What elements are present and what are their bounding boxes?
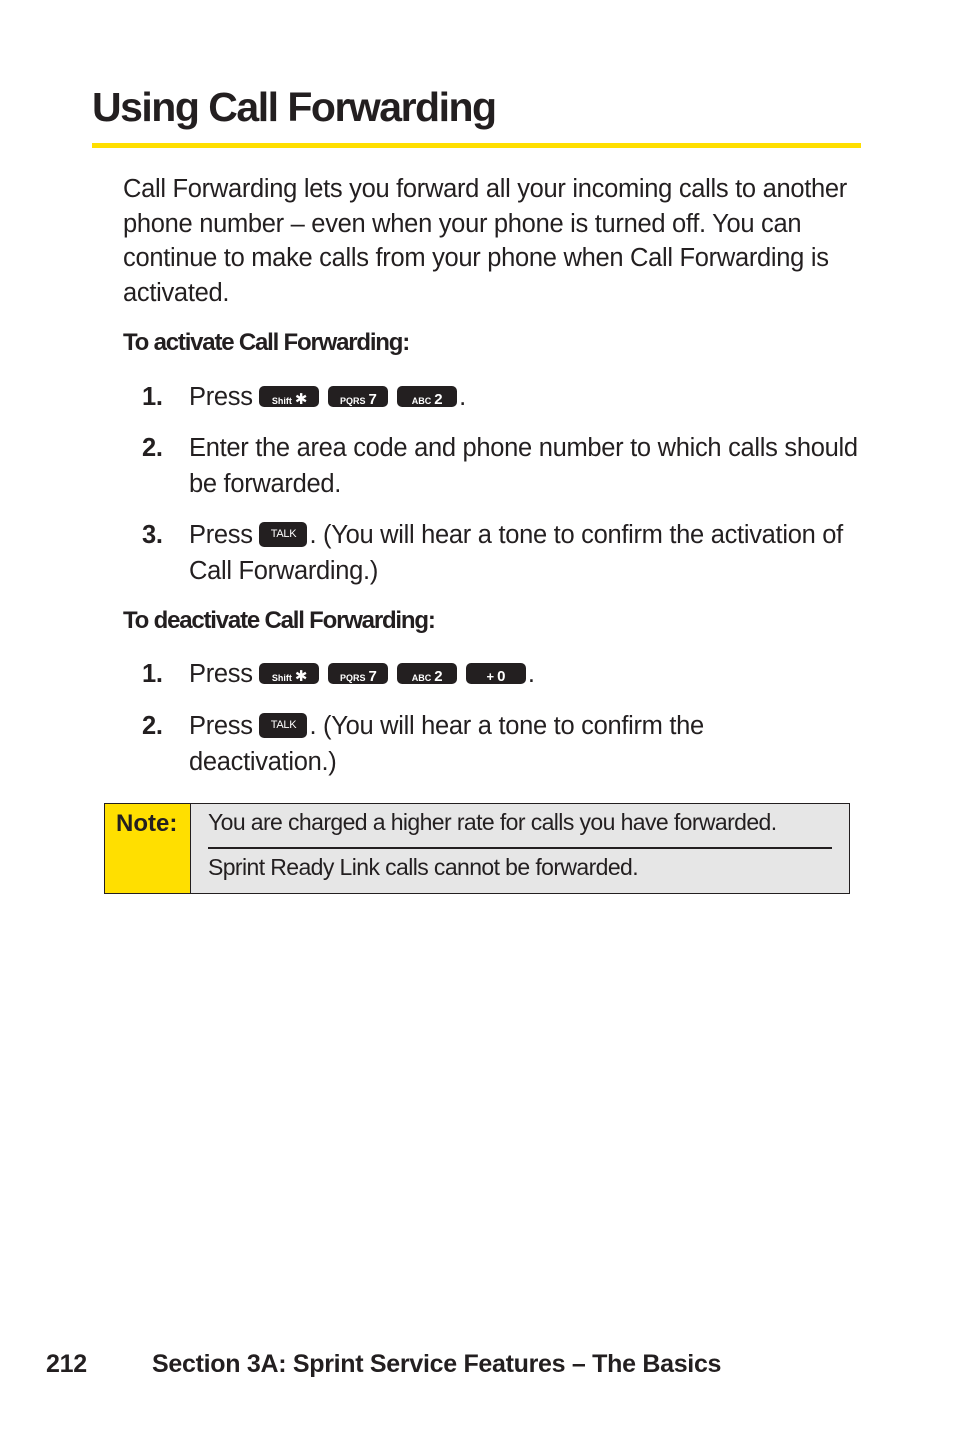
after-text: . (You will hear a tone to confirm the activation of Call Forwarding.) [189, 521, 843, 585]
page-number: 212 [46, 1350, 87, 1378]
pqrs-7-key-icon: PQRS 7 [328, 663, 388, 684]
title-underline [92, 143, 861, 148]
step-body: Enter the area code and phone number to which calls should be forwarded. [189, 434, 858, 498]
deactivate-heading: To deactivate Call Forwarding: [123, 607, 435, 634]
note-line-2: Sprint Ready Link calls cannot be forwarded. [208, 854, 639, 880]
talk-key-icon: TALK [259, 713, 307, 738]
step-body [189, 708, 749, 780]
press-text: Press [189, 660, 253, 688]
after-text: . [527, 660, 535, 688]
press-text: Press [189, 712, 253, 740]
shift-key-icon: Shift ✱ [259, 386, 319, 407]
after-text: . [459, 383, 466, 411]
step-body [189, 517, 869, 589]
activate-heading: To activate Call Forwarding: [123, 329, 410, 356]
shift-key-icon: Shift ✱ [259, 663, 319, 684]
intro-paragraph: Call Forwarding lets you forward all your incoming calls to another phone number – even when your phone is turned off. You can continue to make calls from your phone when Call Forwarding is activated. [123, 175, 847, 307]
zero-key-icon: + 0 [466, 663, 526, 684]
note-line-1: You are charged a higher rate for calls you have forwarded. [208, 809, 777, 835]
pqrs-7-key-icon: PQRS 7 [328, 386, 388, 407]
page-title: Using Call Forwarding [92, 84, 496, 130]
after-text: . (You will hear a tone to confirm the deactivation.) [189, 712, 704, 776]
step-number: 2. [142, 712, 163, 740]
note-box [104, 803, 850, 894]
step-number: 1. [142, 383, 163, 411]
note-label: Note: [105, 804, 191, 893]
press-text: Press [189, 521, 253, 549]
note-divider [208, 847, 832, 849]
section-footer: Section 3A: Sprint Service Features – The Basics [152, 1350, 722, 1378]
step-number: 3. [142, 521, 163, 549]
step-body [189, 656, 869, 692]
abc-2-key-icon: ABC 2 [397, 386, 457, 407]
step-body [189, 379, 869, 415]
step-number: 2. [142, 434, 163, 462]
talk-key-icon: TALK [259, 522, 307, 547]
abc-2-key-icon: ABC 2 [397, 663, 457, 684]
press-text: Press [189, 383, 253, 411]
step-number: 1. [142, 660, 163, 688]
